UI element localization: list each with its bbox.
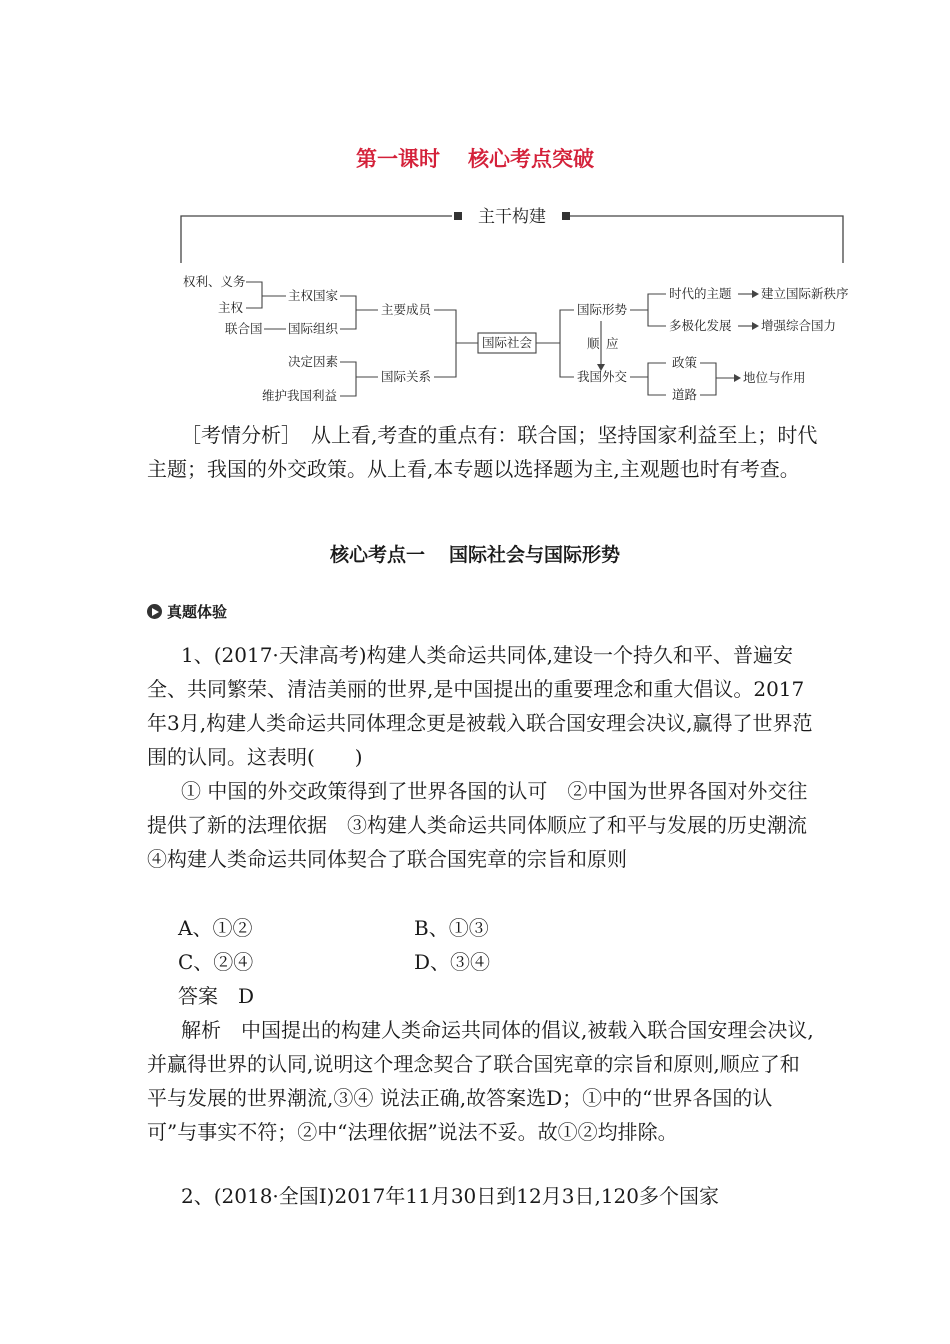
node-multipolar: 多极化发展: [669, 318, 732, 333]
node-comply-1: 顺: [587, 336, 600, 351]
node-comply-2: 应: [606, 336, 619, 351]
option-c: C、②④: [178, 950, 254, 974]
option-d: D、③④: [414, 950, 491, 974]
question-1-stem: 1、(2017·天津高考)构建人类命运共同体,建设一个持久和平、普遍安全、共同繁荣、清洁美丽的世界,是中国提出的重要理念和重大倡议。2017年3月,构建人类命运共同体理念更是被载入联合国安理会决议,赢得了世界范围的认同。这表明( ): [147, 643, 813, 769]
node-strength: 增强综合国力: [761, 318, 837, 333]
explanation: 解析 中国提出的构建人类命运共同体的倡议,被载入联合国安理会决议,并赢得世界的认同,说明这个理念契合了联合国宪章的宗旨和原则,顺应了和平与发展的世界潮流,③④ 说法正确,故答案选D；①中的“世界各国的认可”与事实不符；②中“法理依据”说法不妥。故①②均排除。: [147, 1018, 814, 1144]
section-title-part2: 国际社会与国际形势: [449, 544, 621, 566]
node-main-members: 主要成员: [381, 302, 432, 317]
concept-diagram: [0, 200, 950, 415]
node-diplomacy: 我国外交: [577, 369, 628, 384]
diagram-header: 主干构建: [478, 207, 546, 227]
answer: 答案 D: [178, 984, 255, 1008]
section-title-part1: 核心考点一: [329, 544, 425, 566]
node-national-interest: 维护我国利益: [262, 388, 338, 403]
page-title-part2: 核心考点突破: [468, 147, 594, 171]
node-intl-relations: 国际关系: [381, 369, 432, 384]
section-title: [0, 540, 950, 567]
option-b: B、①③: [414, 916, 489, 940]
node-new-order: 建立国际新秩序: [761, 286, 849, 301]
node-path: 道路: [672, 387, 698, 402]
play-icon: [147, 604, 162, 619]
subheading: [147, 601, 227, 622]
node-intl-org: 国际组织: [288, 321, 339, 336]
node-status: 地位与作用: [743, 370, 806, 385]
question-1-statements: ① 中国的外交政策得到了世界各国的认可 ②中国为世界各国对外交往提供了新的法理依据 ③构建人类命运共同体顺应了和平与发展的历史潮流 ④构建人类命运共同体契合了联合国宪章的宗旨和原则: [147, 779, 827, 871]
node-un: 联合国: [225, 321, 263, 336]
node-deciding-factor: 决定因素: [288, 354, 339, 369]
page-title: [0, 143, 950, 173]
node-intl-society: 国际社会: [481, 335, 533, 350]
node-rights: 权利、义务: [183, 274, 246, 289]
subheading-label: 真题体验: [167, 603, 228, 621]
option-a: A、①②: [178, 916, 253, 940]
node-sovereignty: 主权: [218, 300, 244, 315]
analysis-paragraph: ［考情分析］ 从上看,考查的重点有：联合国；坚持国家利益至上；时代主题；我国的外交政策。从上看,本专题以选择题为主,主观题也时有考查。: [147, 423, 818, 481]
node-intl-situation: 国际形势: [577, 302, 628, 317]
header-left-marker: [454, 212, 462, 220]
header-right-marker: [562, 212, 570, 220]
node-policy: 政策: [672, 355, 698, 370]
node-sovereign-state: 主权国家: [288, 288, 339, 303]
node-theme: 时代的主题: [669, 286, 732, 301]
question-2-stem: 2、(2018·全国Ⅰ)2017年11月30日到12月3日,120多个国家: [181, 1184, 719, 1208]
page-title-part1: 第一课时: [356, 147, 440, 171]
